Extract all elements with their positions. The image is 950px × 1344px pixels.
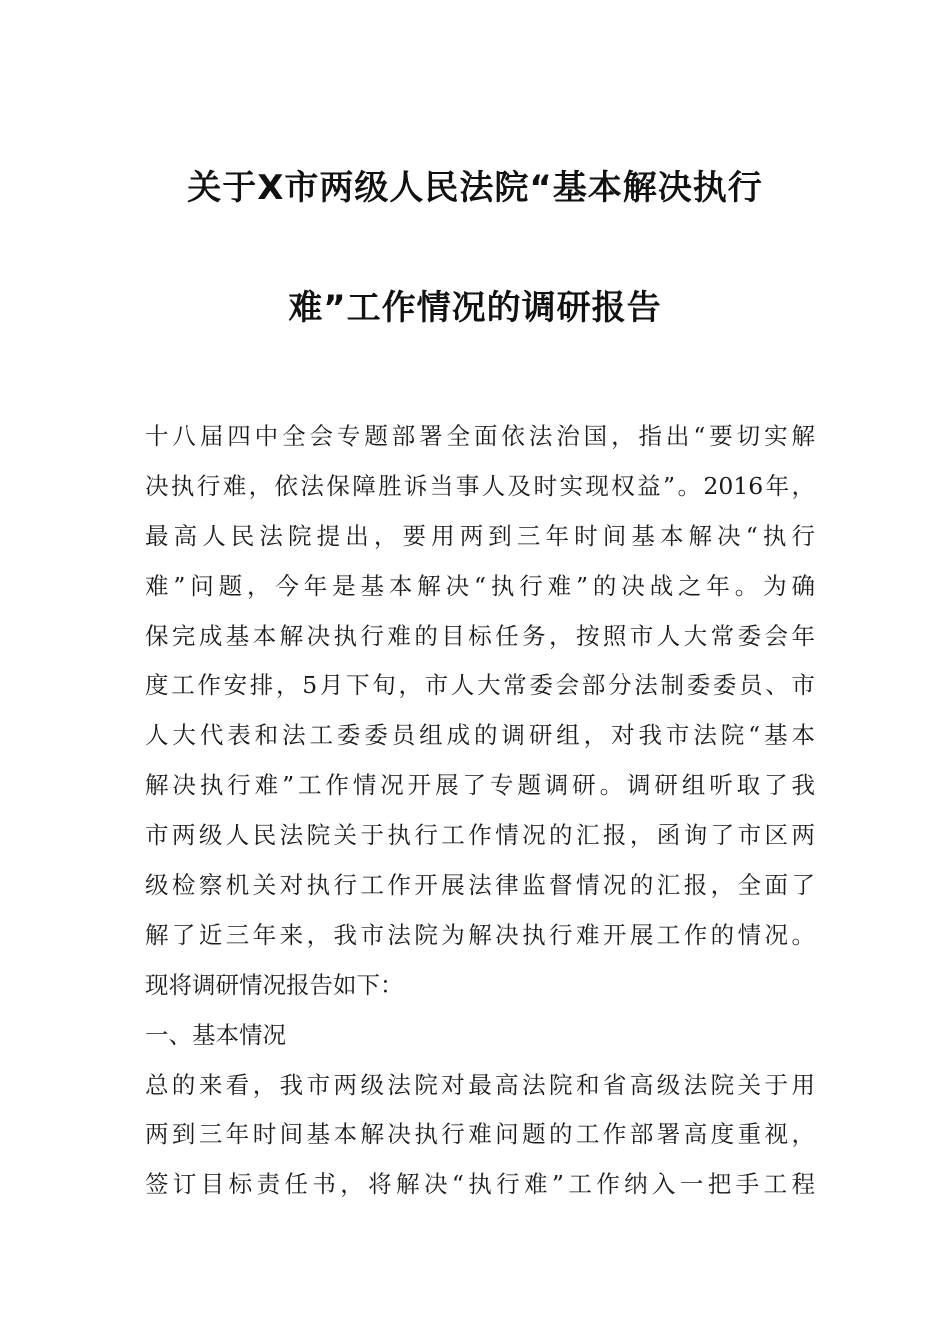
- body-line-10: 级检察机关对执行工作开展法律监督情况的汇报，全面了: [145, 871, 815, 900]
- section-heading-basic-situation: 一、基本情况: [145, 1020, 286, 1049]
- body-line-7: 人大代表和法工委委员组成的调研组，对我市法院“基本: [145, 721, 815, 750]
- body-line-3: 最高人民法院提出，要用两到三年时间基本解决“执行: [145, 521, 815, 550]
- body-line-5: 保完成基本解决执行难的目标任务，按照市人大常委会年: [145, 621, 815, 650]
- body-line-1: 十八届四中全会专题部署全面依法治国，指出“要切实解: [145, 422, 815, 450]
- body-line-4: 难”问题，今年是基本解决“执行难”的决战之年。为确: [145, 571, 815, 600]
- body-line-11: 解了近三年来，我市法院为解决执行难开展工作的情况。: [145, 920, 815, 949]
- body-line-15: 两到三年时间基本解决执行难问题的工作部署高度重视，: [145, 1120, 815, 1149]
- body-line-14: 总的来看，我市两级法院对最高法院和省高级法院关于用: [145, 1070, 815, 1099]
- body-line-6: 度工作安排，5月下旬，市人大常委会部分法制委委员、市: [145, 671, 815, 700]
- body-line-9: 市两级人民法院关于执行工作情况的汇报，函询了市区两: [145, 821, 815, 850]
- title-line-2: 难”工作情况的调研报告: [288, 288, 662, 328]
- body-line-16: 签订目标责任书，将解决“执行难”工作纳入一把手工程: [145, 1170, 815, 1199]
- title-line-1: 关于X市两级人民法院“基本解决执行: [187, 168, 763, 208]
- body-text: [145, 412, 815, 1210]
- body-line-12: 现将调研情况报告如下：: [145, 970, 404, 999]
- body-line-8: 解决执行难”工作情况开展了专题调研。调研组听取了我: [145, 771, 815, 800]
- body-line-2: 决执行难，依法保障胜诉当事人及时实现权益”。2016年，: [145, 471, 815, 500]
